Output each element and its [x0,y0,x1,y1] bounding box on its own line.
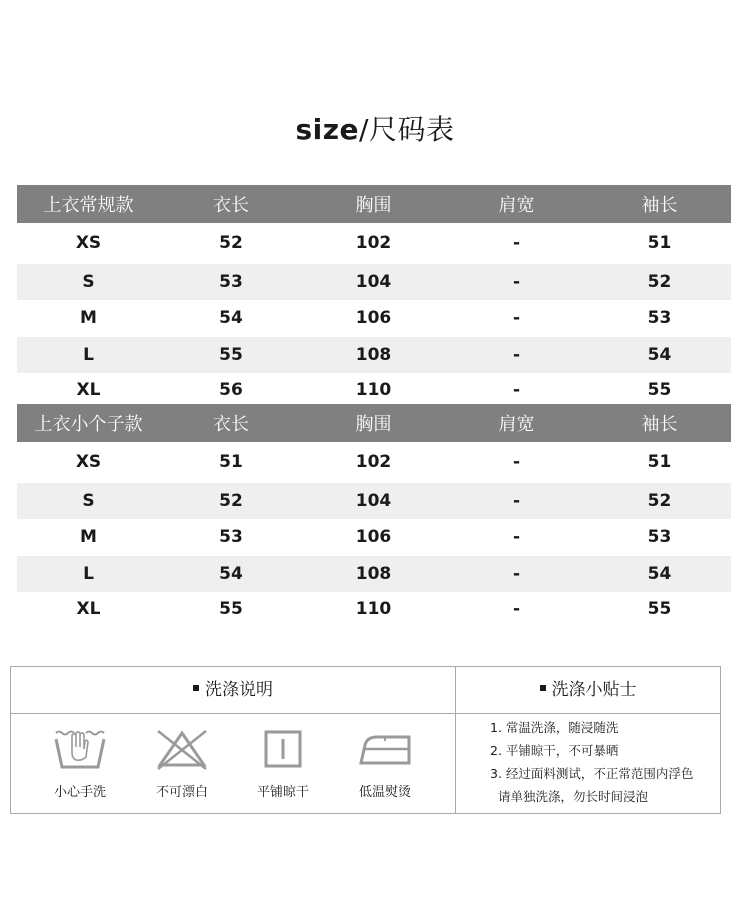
tip-line: 2. 平铺晾干，不可暴晒 [490,743,619,758]
chest-cell: 102 [355,233,392,253]
care-label: 平铺晾干 [256,785,309,800]
size-cell: XL [76,599,101,619]
length-cell: 53 [219,527,243,547]
care-item-dry-flat [233,727,333,800]
sleeve-cell: 52 [647,272,672,292]
table-row [17,556,731,592]
header-shoulder: 肩宽 [498,195,535,216]
length-cell: 54 [219,308,243,328]
length-cell: 55 [219,599,243,619]
table-row [17,300,731,336]
header-length: 衣长 [213,195,249,216]
care-item-no-bleach [132,727,232,800]
length-cell: 52 [219,491,243,511]
care-label: 低温熨烫 [358,785,411,800]
table-row [17,264,731,300]
shoulder-cell: - [512,272,521,292]
header-style: 上衣常规款 [43,195,134,216]
tip-line: 请单独洗涤，勿长时间浸泡 [498,789,649,804]
care-item-low-iron [335,727,435,800]
no-bleach-icon [152,727,212,771]
header-chest: 胸围 [355,414,392,435]
table-row [17,519,731,555]
header-sleeve: 袖长 [641,414,678,435]
size-cell: XL [76,380,101,400]
size-cell: L [83,564,94,584]
size-cell: M [80,527,97,547]
bullet-square [193,685,199,691]
table-row [17,444,731,480]
title-main: size [295,113,360,146]
chest-cell: 102 [355,452,392,472]
title-separator: / [359,113,369,146]
size-cell: XS [75,452,102,472]
size-cell: S [82,491,95,511]
care-label: 不可漂白 [155,785,208,800]
sleeve-cell: 53 [647,527,672,547]
length-cell: 51 [219,452,243,472]
care-divider-horizontal [11,713,720,714]
title-chinese: 尺码表 [368,113,455,146]
table-header-row [17,185,731,223]
sleeve-cell: 54 [647,345,672,365]
chest-cell: 108 [355,564,392,584]
header-sleeve: 袖长 [641,195,678,216]
chest-cell: 104 [355,272,392,292]
shoulder-cell: - [512,452,521,472]
shoulder-cell: - [512,345,521,365]
shoulder-cell: - [512,380,521,400]
table-row [17,225,731,261]
tip-line: 1. 常温洗涤，随浸随洗 [490,720,619,735]
size-cell: M [80,308,97,328]
bullet-square [540,685,546,691]
header-shoulder: 肩宽 [498,414,535,435]
chest-cell: 110 [355,380,392,400]
page-title [0,108,750,148]
size-cell: S [82,272,95,292]
chest-cell: 110 [355,599,392,619]
sleeve-cell: 52 [647,491,672,511]
table-header-row [17,404,731,442]
header-length: 衣长 [213,414,249,435]
chest-cell: 106 [355,527,392,547]
shoulder-cell: - [512,233,521,253]
care-tips-list [490,716,693,808]
chest-cell: 104 [355,491,392,511]
sleeve-cell: 51 [647,452,672,472]
table-row [17,337,731,373]
shoulder-cell: - [512,527,521,547]
hand-wash-icon [52,727,108,771]
dry-flat-icon [261,727,305,771]
size-cell: L [83,345,94,365]
length-cell: 54 [219,564,243,584]
length-cell: 52 [219,233,243,253]
header-chest: 胸围 [355,195,392,216]
chest-cell: 108 [355,345,392,365]
table-row [17,372,731,408]
care-header-tips [456,667,720,713]
shoulder-cell: - [512,491,521,511]
care-item-hand-wash [30,727,130,800]
sleeve-cell: 54 [647,564,672,584]
sleeve-cell: 55 [647,380,672,400]
care-header-wash-label: 洗涤说明 [205,680,273,700]
shoulder-cell: - [512,599,521,619]
sleeve-cell: 53 [647,308,672,328]
length-cell: 56 [219,380,243,400]
table-row [17,483,731,519]
care-header-wash [11,667,455,713]
low-iron-icon [355,727,415,771]
shoulder-cell: - [512,564,521,584]
header-style: 上衣小个子款 [34,414,143,435]
shoulder-cell: - [512,308,521,328]
care-header-tips-label: 洗涤小贴士 [551,680,637,700]
sleeve-cell: 55 [647,599,672,619]
size-cell: XS [75,233,102,253]
sleeve-cell: 51 [647,233,672,253]
table-row [17,591,731,627]
chest-cell: 106 [355,308,392,328]
length-cell: 53 [219,272,243,292]
tip-line: 3. 经过面料测试，不正常范围内浮色 [490,766,694,781]
care-label: 小心手洗 [53,785,106,800]
length-cell: 55 [219,345,243,365]
